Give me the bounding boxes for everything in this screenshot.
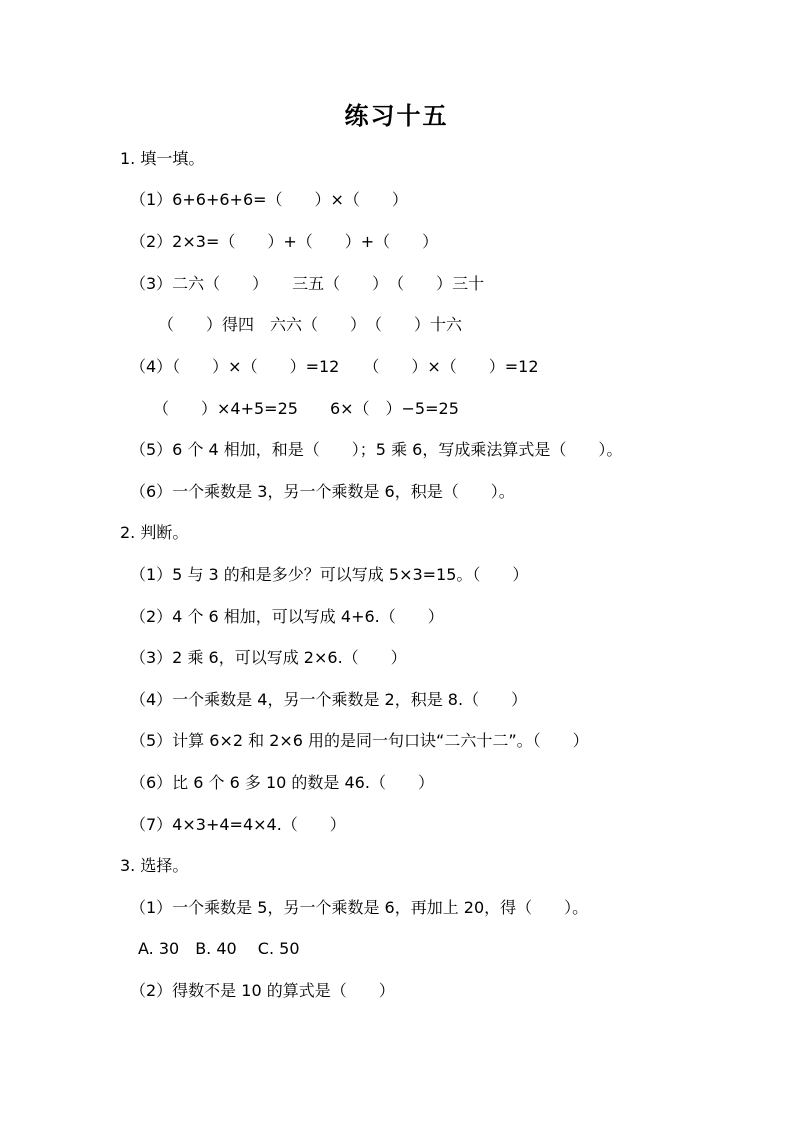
judge-question-4: （4）一个乘数是 4，另一个乘数是 2，积是 8.（ ） [130, 690, 528, 709]
judge-question-7: （7）4×3+4=4×4.（ ） [130, 815, 346, 834]
fill-question-1: （1）6+6+6+6=（ ）×（ ） [130, 190, 408, 209]
judge-question-3: （3）2 乘 6，可以写成 2×6.（ ） [130, 648, 407, 667]
fill-question-2: （2）2×3=（ ）+（ ）+（ ） [130, 232, 439, 251]
judge-question-2: （2）4 个 6 相加，可以写成 4+6.（ ） [130, 607, 444, 626]
choose-question-2: （2）得数不是 10 的算式是（ ） [130, 981, 395, 1000]
section-heading-judge: 2. 判断。 [120, 523, 189, 542]
page-title: 练习十五 [344, 102, 449, 130]
choose-question-1-options: A. 30 B. 40 C. 50 [138, 939, 300, 958]
choose-question-1: （1）一个乘数是 5，另一个乘数是 6，再加上 20，得（ ）。 [130, 898, 589, 917]
section-heading-choose: 3. 选择。 [120, 856, 189, 875]
fill-question-3: （3）二六（ ） 三五（ ） （ ）三十 [130, 274, 485, 293]
fill-question-3-cont: （ ）得四 六六（ ） （ ）十六 [158, 315, 463, 334]
fill-question-4-cont: （ ）×4+5=25 6×（ ）−5=25 [153, 399, 459, 418]
judge-question-1: （1）5 与 3 的和是多少？可以写成 5×3=15。（ ） [130, 565, 529, 584]
judge-question-6: （6）比 6 个 6 多 10 的数是 46.（ ） [130, 773, 434, 792]
fill-question-4: （4）（ ）×（ ）=12 （ ）×（ ）=12 [130, 357, 539, 376]
section-heading-fill: 1. 填一填。 [120, 149, 205, 168]
fill-question-5: （5）6 个 4 相加，和是（ ）；5 乘 6，写成乘法算式是（ ）。 [130, 440, 623, 459]
judge-question-5: （5）计算 6×2 和 2×6 用的是同一句口诀“二六十二”。（ ） [130, 731, 589, 750]
fill-question-6: （6）一个乘数是 3，另一个乘数是 6，积是（ ）。 [130, 482, 515, 501]
